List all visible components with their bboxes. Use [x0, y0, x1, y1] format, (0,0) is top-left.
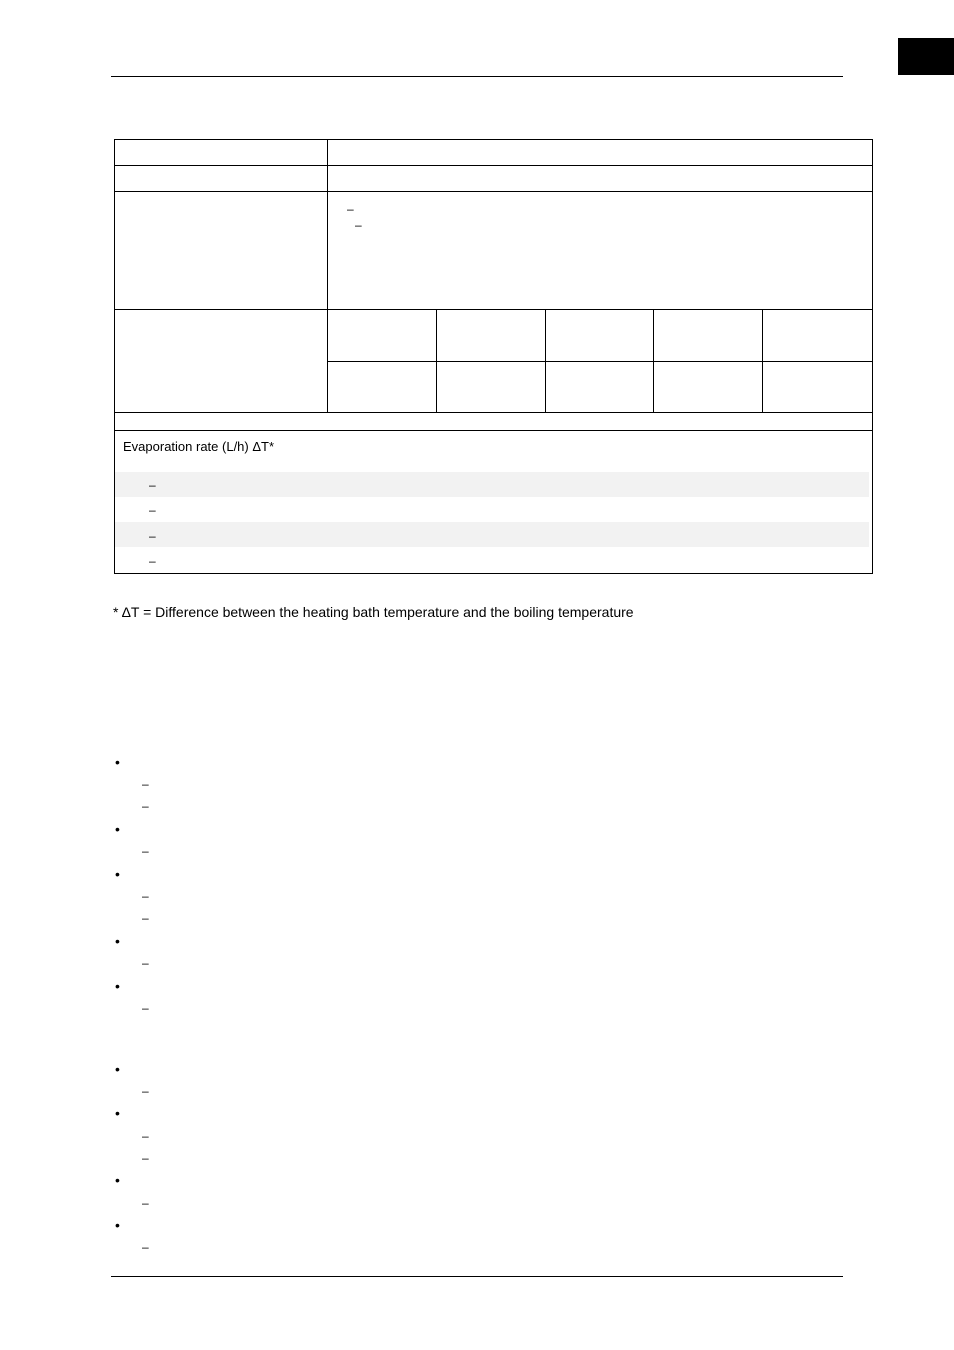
list-bullet: •	[115, 754, 120, 770]
evaporation-rate-label: Evaporation rate (L/h) ΔT*	[123, 439, 275, 454]
list-bullet: •	[115, 866, 120, 882]
table-cell	[115, 166, 328, 192]
delta-t-footnote: * ΔT = Difference between the heating bath temperature and the boiling temperature	[113, 604, 634, 620]
list-dash: –	[142, 911, 149, 925]
list-dash: –	[149, 478, 156, 492]
table-cell	[115, 310, 328, 413]
list-dash: –	[142, 1196, 149, 1210]
table-cell	[437, 362, 546, 413]
list-dash: –	[142, 777, 149, 791]
list-bullet: •	[115, 1105, 120, 1121]
table-cell	[546, 310, 654, 362]
table-cell	[763, 310, 873, 362]
table-cell	[546, 362, 654, 413]
table-cell	[115, 413, 873, 431]
table-cell	[763, 362, 873, 413]
list-bullet: •	[115, 1061, 120, 1077]
list-bullet: •	[115, 978, 120, 994]
table-cell	[115, 140, 328, 166]
list-dash: –	[142, 799, 149, 813]
table-cell	[115, 192, 328, 310]
evaporation-row-shade	[115, 472, 869, 497]
list-bullet: •	[115, 821, 120, 837]
list-bullet: •	[115, 1172, 120, 1188]
list-dash: –	[347, 202, 354, 216]
list-dash: –	[149, 529, 156, 543]
chapter-tab-marker	[898, 38, 954, 75]
table-row	[115, 192, 873, 310]
table-cell	[328, 140, 873, 166]
specification-table	[114, 139, 873, 574]
table-cell	[328, 310, 437, 362]
list-dash: –	[142, 1240, 149, 1254]
table-row	[115, 310, 873, 362]
header-rule	[111, 76, 843, 77]
list-dash: –	[355, 218, 362, 232]
list-bullet: •	[115, 933, 120, 949]
list-dash: –	[149, 554, 156, 568]
table-row	[115, 166, 873, 192]
list-dash: –	[142, 889, 149, 903]
table-row	[115, 140, 873, 166]
table-cell	[654, 362, 763, 413]
table-cell	[328, 166, 873, 192]
list-dash: –	[142, 1084, 149, 1098]
list-dash: –	[149, 503, 156, 517]
footer-rule	[111, 1276, 843, 1277]
list-bullet: •	[115, 1217, 120, 1233]
list-dash: –	[142, 1001, 149, 1015]
list-dash: –	[142, 1129, 149, 1143]
evaporation-row-shade	[115, 522, 869, 547]
list-dash: –	[142, 956, 149, 970]
table-cell	[654, 310, 763, 362]
list-dash: –	[142, 844, 149, 858]
table-cell	[328, 192, 873, 310]
table-cell	[328, 362, 437, 413]
list-dash: –	[142, 1151, 149, 1165]
table-cell	[437, 310, 546, 362]
table-row	[115, 413, 873, 431]
